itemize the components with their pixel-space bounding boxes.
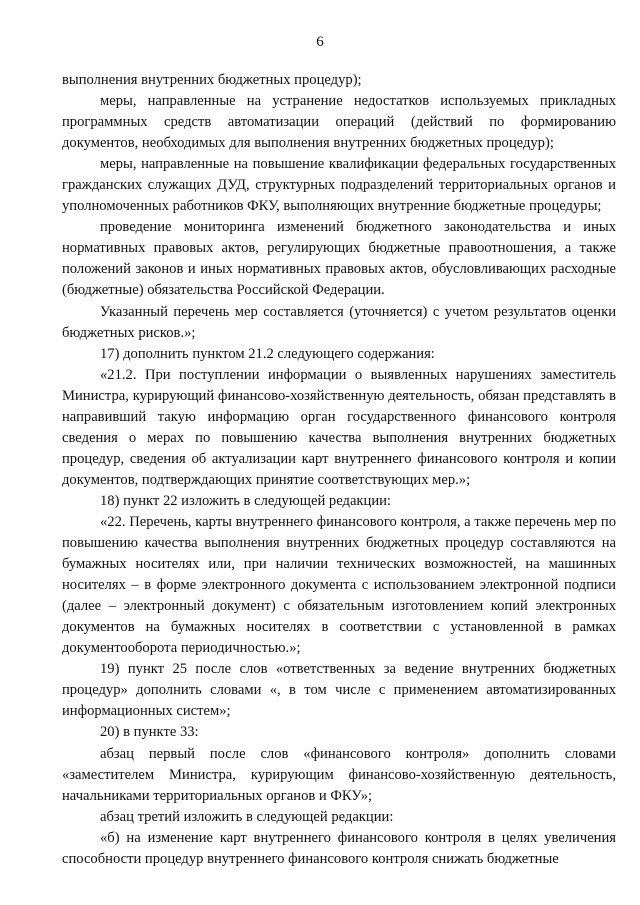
paragraph-measures-list-note: Указанный перечень мер составляется (уточняется) с учетом результатов оценки бюджетных рисков.»; [62, 303, 616, 341]
paragraph-item-19: 19) пункт 25 после слов «ответственных за ведение внутренних бюджетных процедур» дополнить словами «, в том числе с применением автоматизированных информационных систем»; [62, 661, 616, 720]
paragraph-first-abzac: абзац первый после слов «финансового контроля» дополнить словами «заместителем Министра, курирующим финансово-хозяйственную деятельность, начальниками территориальных органов и ФКУ»; [62, 745, 616, 804]
paragraph-item-18: 18) пункт 22 изложить в следующей редакции: [100, 492, 391, 509]
paragraph-legislation-monitoring: проведение мониторинга изменений бюджетного законодательства и иных нормативных правовых актов, регулирующих бюджетные правоотношения, а также положений законов и иных нормативных правовых актов, обусловливающих расходные (бюджетные) обязательства Российской Федерации. [62, 219, 616, 299]
paragraph-item-20: 20) в пункте 33: [100, 724, 199, 741]
paragraph-software-measures: меры, направленные на устранение недостатков используемых прикладных программных средств автоматизации операций (действий по формированию документов, необходимых для выполнения внутренних бюджетных процедур); [62, 93, 616, 152]
paragraph-clause-22: «22. Перечень, карты внутреннего финансового контроля, а также перечень мер по повышению качества выполнения внутренних бюджетных процедур составляются на бумажных носителях или, при наличии технических возможностей, на машинных носителях – в форме электронного документа с использованием электронной подписи (далее – электронный документ) с обязательным изготовлением копий электронных документов на бумажных носителях в соответствии с установленной в рамках документооборота периодичностью.»; [62, 513, 616, 657]
paragraph-item-17: 17) дополнить пунктом 21.2 следующего содержания: [100, 345, 435, 362]
page-number: 6 [316, 34, 324, 50]
paragraph-continuation: выполнения внутренних бюджетных процедур); [62, 72, 362, 88]
paragraph-qualification-measures: меры, направленные на повышение квалификации федеральных государственных гражданских служащих ДУД, структурных подразделений территориальных органов и уполномоченных работников ФКУ, выполняющих внутренние бюджетные процедуры; [62, 156, 616, 215]
document-body [62, 70, 616, 870]
paragraph-third-abzac: абзац третий изложить в следующей редакции: [100, 808, 394, 825]
paragraph-clause-21-2: «21.2. При поступлении информации о выявленных нарушениях заместитель Министра, курирующий финансово-хозяйственную деятельность, обязан представлять в направивший такую информацию орган государственного финансового контроля сведения о мерах по повышению качества выполнения внутренних бюджетных процедур, сведения об актуализации карт внутреннего финансового контроля и копии документов, подтверждающих принятие соответствующих мер.»; [62, 366, 616, 488]
paragraph-subclause-b: «б) на изменение карт внутреннего финансового контроля в целях увеличения способности процедур внутреннего финансового контроля снижать бюджетные [62, 829, 616, 867]
